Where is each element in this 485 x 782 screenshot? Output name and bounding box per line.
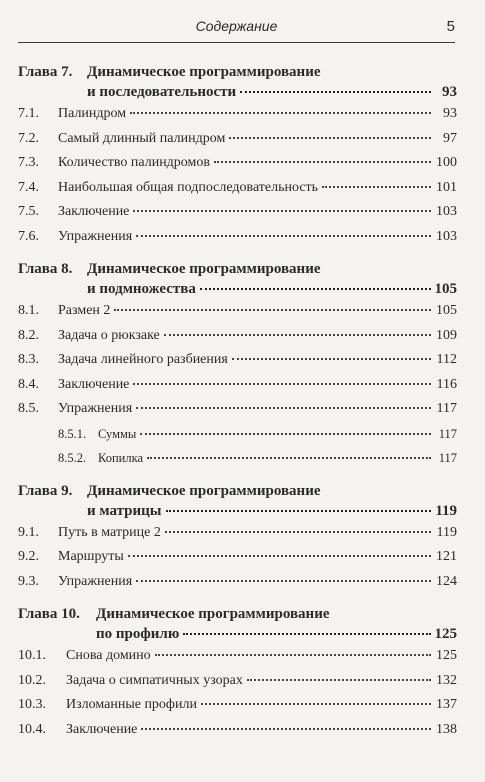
section-page: 124 (436, 573, 457, 589)
dot-leader (200, 287, 431, 290)
chapter-title-line2: и последовательности (87, 84, 237, 100)
section-page: 125 (436, 648, 457, 663)
section-page: 105 (436, 303, 457, 318)
section-number: 8.5. (18, 401, 39, 416)
chapter-8 (18, 259, 457, 471)
section-title: Маршруты (58, 549, 124, 564)
chapter-heading[interactable] (18, 62, 457, 102)
subsection-number: 8.5.1. (58, 426, 87, 441)
section-page: 93 (443, 106, 457, 121)
section-page: 112 (436, 352, 457, 367)
dot-leader (128, 554, 431, 557)
dot-leader (130, 111, 431, 114)
running-header (18, 18, 455, 43)
section-page: 100 (436, 155, 457, 170)
section-title: Упражнения (58, 228, 133, 244)
subsection-title: Копилка (98, 451, 144, 465)
chapter-label: Глава 8. (18, 261, 73, 277)
toc-section[interactable] (18, 127, 457, 152)
dot-leader (229, 136, 431, 139)
section-number: 7.4. (18, 179, 39, 195)
section-number: 8.1. (18, 303, 39, 318)
dot-leader (240, 90, 431, 93)
dot-leader (136, 579, 431, 582)
toc-section[interactable] (18, 324, 457, 349)
table-of-contents (18, 62, 457, 752)
section-title: Размен 2 (58, 303, 111, 318)
dot-leader (322, 185, 431, 188)
section-number: 10.4. (18, 721, 46, 737)
chapter-10 (18, 604, 457, 742)
section-title: Заключение (58, 204, 130, 219)
section-number: 7.1. (18, 106, 39, 121)
dot-leader (247, 678, 431, 681)
dot-leader (136, 406, 431, 409)
section-title: Путь в матрице 2 (58, 524, 161, 540)
section-page: 103 (436, 228, 457, 244)
toc-section[interactable] (18, 669, 457, 694)
dot-leader (155, 653, 431, 656)
section-title: Заключение (58, 376, 130, 392)
section-page: 117 (436, 401, 457, 416)
toc-section[interactable] (18, 397, 457, 422)
section-number: 7.2. (18, 130, 39, 146)
header-page-number: 5 (446, 18, 455, 35)
dot-leader (165, 530, 431, 533)
section-number: 8.4. (18, 376, 39, 392)
toc-section[interactable] (18, 718, 457, 743)
section-page: 97 (443, 130, 457, 146)
section-title: Задача линейного разбиения (58, 352, 228, 367)
section-page: 103 (436, 204, 457, 219)
chapter-page: 125 (434, 626, 457, 642)
chapter-label: Глава 7. (18, 64, 73, 80)
section-title: Задача о симпатичных узорах (66, 672, 243, 688)
toc-section[interactable] (18, 644, 457, 669)
chapter-title-line2: по профилю (96, 626, 180, 642)
chapter-title-line1: Динамическое программирование (87, 482, 321, 499)
section-title: Самый длинный палиндром (58, 130, 226, 146)
chapter-7 (18, 62, 457, 249)
section-number: 8.2. (18, 327, 39, 343)
chapter-label: Глава 10. (18, 606, 80, 622)
subsection-page: 117 (438, 451, 457, 465)
section-title: Упражнения (58, 573, 133, 589)
section-page: 132 (436, 672, 457, 688)
section-number: 7.5. (18, 204, 39, 219)
chapter-page: 93 (442, 84, 457, 100)
dot-leader (147, 456, 431, 459)
subsection-page: 117 (438, 426, 457, 441)
section-number: 7.3. (18, 155, 39, 170)
dot-leader (133, 382, 431, 385)
section-title: Упражнения (58, 401, 133, 416)
toc-section[interactable] (18, 299, 457, 324)
section-page: 116 (436, 376, 457, 392)
chapter-label: Глава 9. (18, 482, 73, 499)
section-number: 10.3. (18, 697, 46, 712)
section-number: 8.3. (18, 352, 39, 367)
toc-section[interactable] (18, 348, 457, 373)
dot-leader (214, 160, 431, 163)
section-number: 10.1. (18, 648, 46, 663)
section-page: 138 (436, 721, 457, 737)
subsection-title: Суммы (98, 426, 137, 441)
dot-leader (183, 632, 430, 635)
toc-section[interactable] (18, 200, 457, 225)
toc-section[interactable] (18, 693, 457, 718)
toc-section[interactable] (18, 545, 457, 570)
chapter-title-line1: Динамическое программирование (87, 261, 321, 277)
toc-section[interactable] (18, 373, 457, 398)
subsection-number: 8.5.2. (58, 451, 87, 465)
section-number: 9.3. (18, 573, 39, 589)
section-number: 9.1. (18, 524, 39, 540)
toc-section[interactable] (18, 225, 457, 250)
section-number: 9.2. (18, 549, 39, 564)
section-title: Палиндром (58, 106, 127, 121)
dot-leader (140, 432, 431, 435)
toc-subsection[interactable] (18, 422, 457, 447)
section-page: 101 (436, 179, 457, 195)
toc-section[interactable] (18, 570, 457, 595)
chapter-title-line2: и матрицы (87, 502, 162, 519)
section-page: 121 (436, 549, 457, 564)
dot-leader (232, 357, 431, 360)
section-title: Изломанные профили (66, 697, 197, 712)
dot-leader (133, 209, 431, 212)
section-page: 109 (436, 327, 457, 343)
header-title: Содержание (195, 18, 278, 34)
section-page: 119 (436, 524, 457, 540)
section-title: Заключение (66, 721, 138, 737)
section-title: Количество палиндромов (58, 155, 211, 170)
dot-leader (164, 333, 431, 336)
chapter-9 (18, 481, 457, 595)
toc-section[interactable] (18, 151, 457, 176)
toc-section[interactable] (18, 176, 457, 201)
chapter-page: 119 (435, 502, 457, 519)
chapter-heading[interactable] (18, 259, 457, 299)
chapter-title-line2: и подмножества (87, 281, 196, 297)
dot-leader (141, 727, 431, 730)
chapter-title-line1: Динамическое программирование (96, 606, 330, 622)
chapter-heading[interactable] (18, 604, 457, 644)
section-number: 7.6. (18, 228, 39, 244)
dot-leader (201, 702, 431, 705)
section-title: Снова домино (66, 648, 151, 663)
section-title: Наибольшая общая подпоследовательность (58, 179, 319, 195)
toc-section[interactable] (18, 102, 457, 127)
chapter-heading[interactable] (18, 481, 457, 521)
section-number: 10.2. (18, 672, 46, 688)
section-page: 137 (436, 697, 457, 712)
toc-subsection[interactable] (18, 446, 457, 471)
dot-leader (166, 509, 431, 512)
section-title: Задача о рюкзаке (58, 327, 160, 343)
chapter-page: 105 (434, 281, 457, 297)
dot-leader (114, 308, 431, 311)
dot-leader (136, 234, 431, 237)
toc-section[interactable] (18, 521, 457, 546)
chapter-title-line1: Динамическое программирование (87, 64, 321, 80)
